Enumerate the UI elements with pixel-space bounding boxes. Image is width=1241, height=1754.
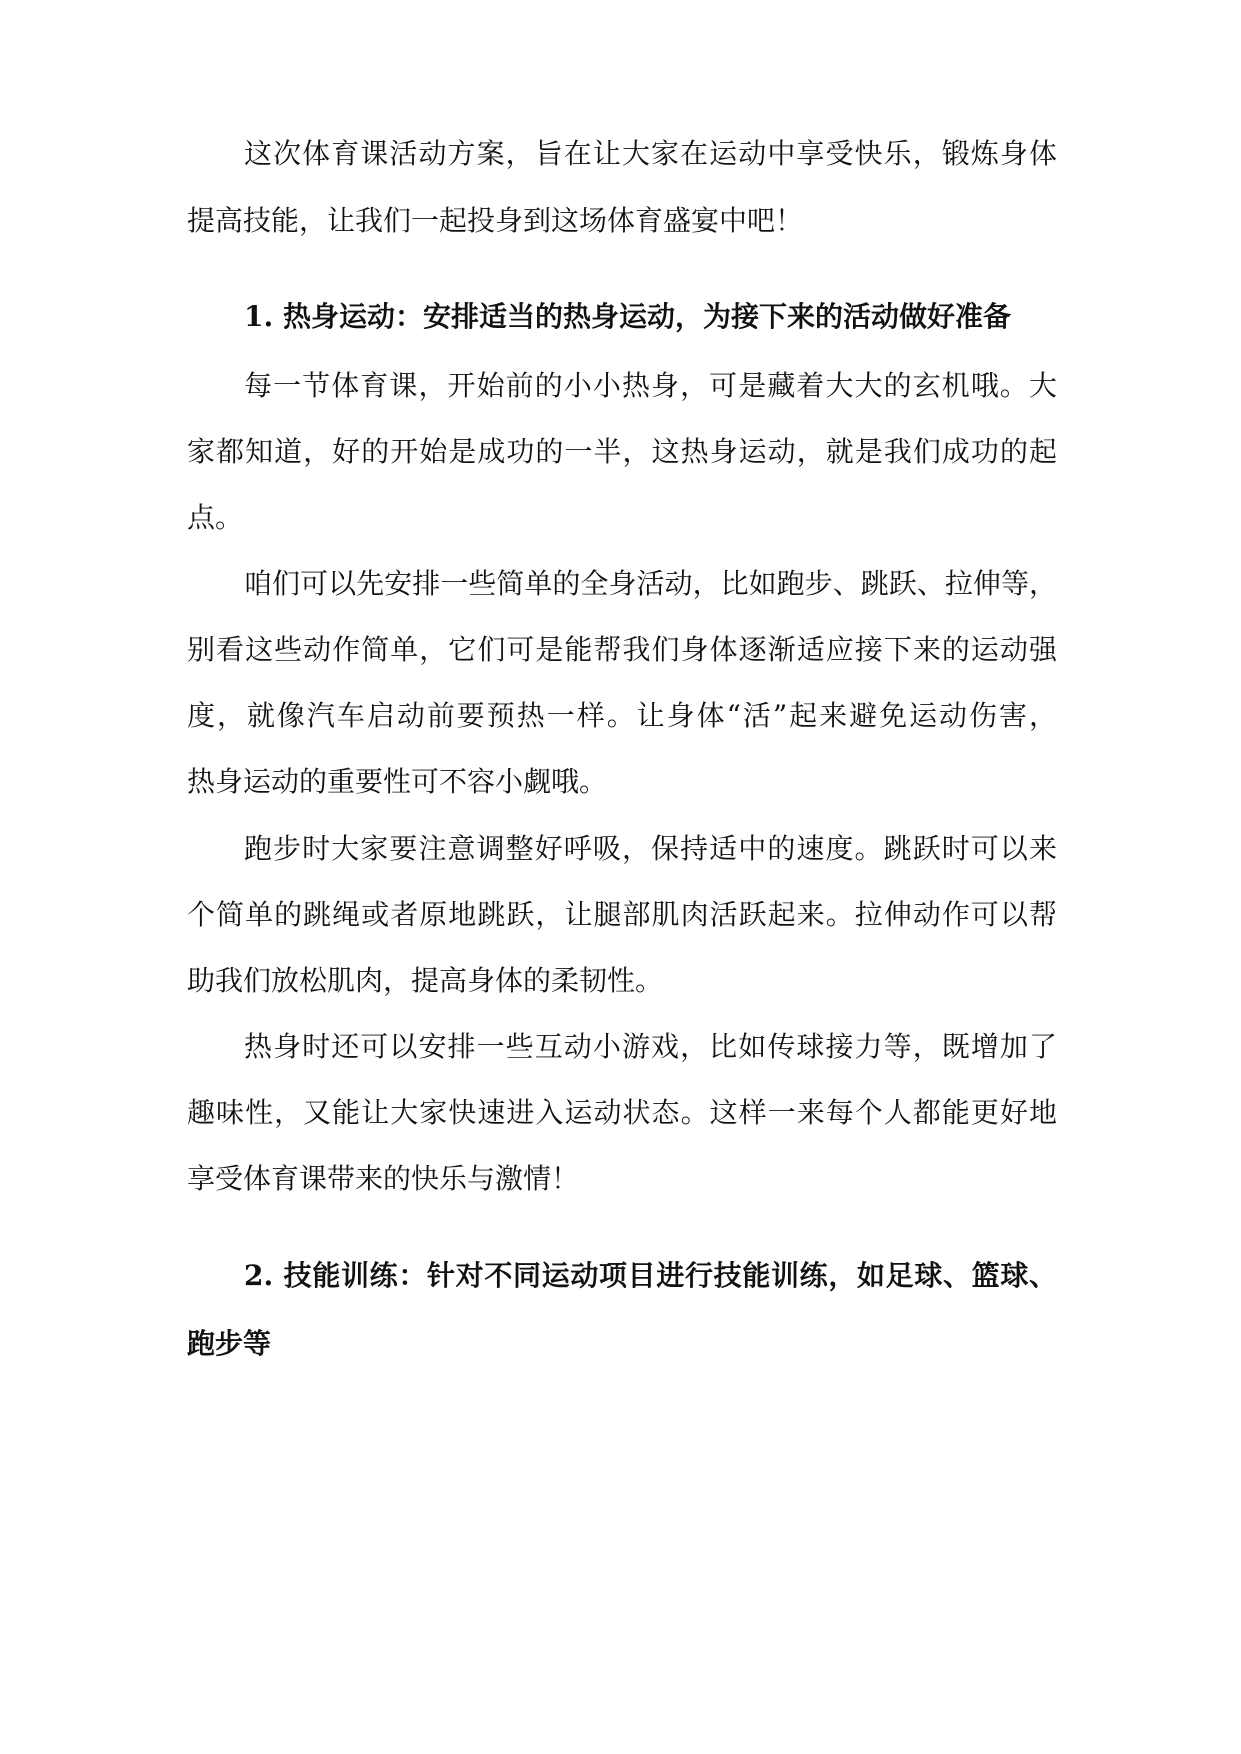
- paragraph-line: 热身运动的重要性可不容小觑哦。: [187, 765, 608, 798]
- intro-line: 这次体育课活动方案，旨在让大家在运动中享受快乐，锻炼身体: [244, 137, 1057, 170]
- section-heading: 跑步等: [187, 1327, 272, 1360]
- paragraph-line: 热身时还可以安排一些互动小游戏，比如传球接力等，既增加了: [244, 1030, 1057, 1063]
- paragraph-line: 跑步时大家要注意调整好呼吸，保持适中的速度。跳跃时可以来: [244, 832, 1057, 865]
- paragraph-line: 别看这些动作简单，它们可是能帮我们身体逐渐适应接下来的运动强: [187, 633, 1057, 666]
- paragraph-line: 咱们可以先安排一些简单的全身活动，比如跑步、跳跃、拉伸等，: [244, 567, 1057, 600]
- paragraph-line: 每一节体育课，开始前的小小热身，可是藏着大大的玄机哦。大: [244, 369, 1057, 402]
- intro-line: 提高技能，让我们一起投身到这场体育盛宴中吧！: [187, 204, 804, 237]
- paragraph-line: 度，就像汽车启动前要预热一样。让身体“活”起来避免运动伤害，: [187, 699, 1057, 732]
- paragraph-line: 享受体育课带来的快乐与激情！: [187, 1162, 580, 1195]
- paragraph-line: 家都知道，好的开始是成功的一半，这热身运动，就是我们成功的起: [187, 435, 1057, 468]
- paragraph-line: 趣味性，又能让大家快速进入运动状态。这样一来每个人都能更好地: [187, 1096, 1057, 1129]
- paragraph-line: 助我们放松肌肉，提高身体的柔韧性。: [187, 964, 664, 997]
- paragraph-line: 个简单的跳绳或者原地跳跃，让腿部肌肉活跃起来。拉伸动作可以帮: [187, 898, 1057, 931]
- paragraph-line: 点。: [187, 501, 244, 534]
- section-heading: 1. 热身运动：安排适当的热身运动，为接下来的活动做好准备: [244, 300, 1011, 333]
- section-heading: 2. 技能训练：针对不同运动项目进行技能训练，如足球、篮球、: [244, 1259, 1057, 1292]
